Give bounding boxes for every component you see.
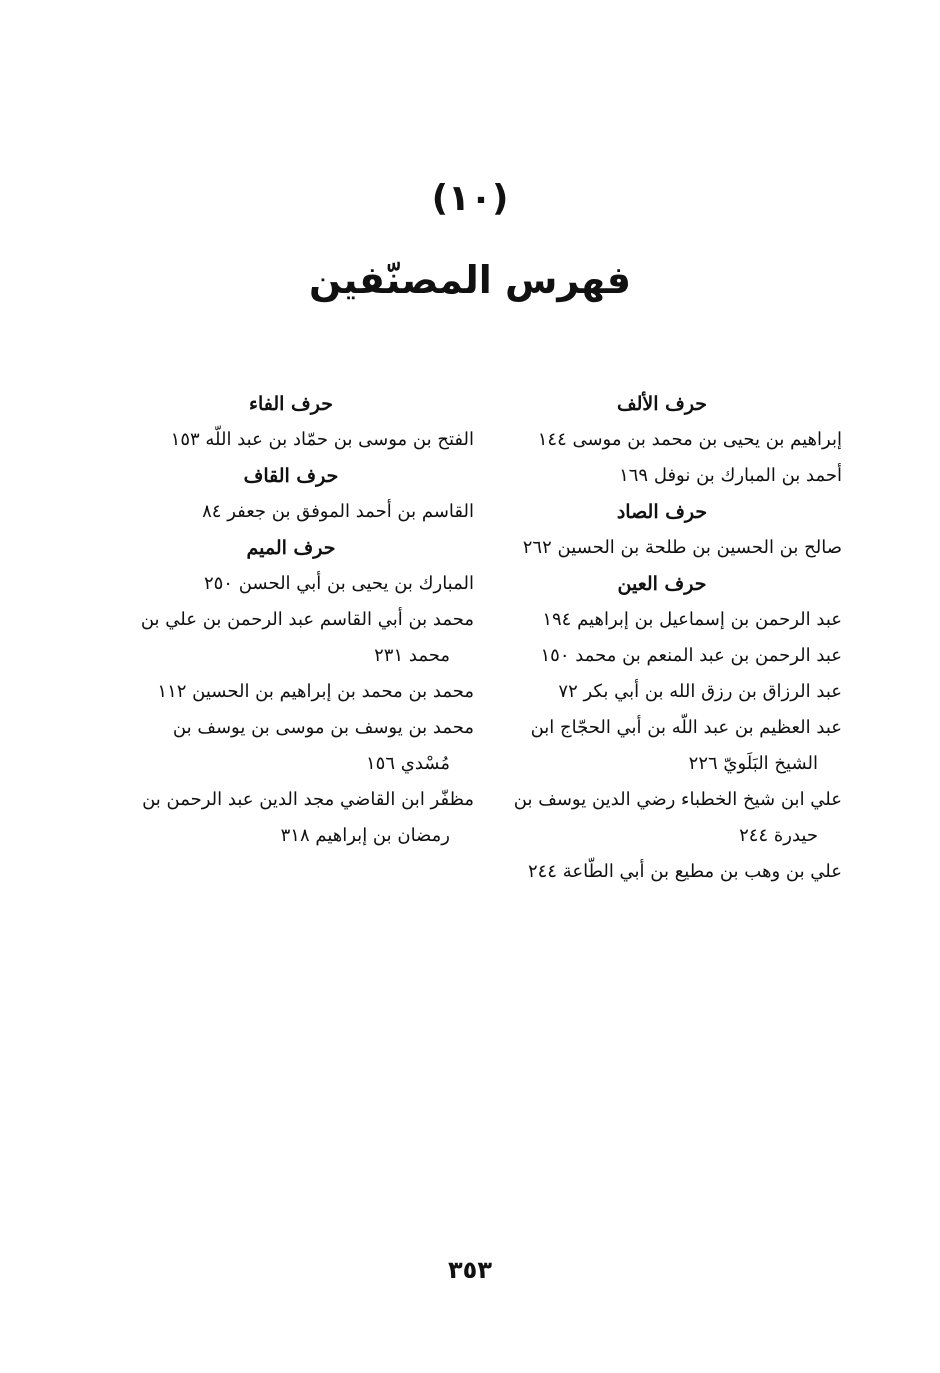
index-entry <box>108 782 474 854</box>
entry-continuation: رمضان بن إبراهيم ٣١٨ <box>280 825 450 846</box>
entry-text: علي ابن شيخ الخطباء رضي الدين يوسف بن <box>513 789 842 810</box>
page-number: ٣٥٣ <box>448 1256 492 1284</box>
index-column-left <box>108 386 474 854</box>
entry-text: محمد بن يوسف بن موسى بن يوسف بن <box>172 717 474 738</box>
entry-text: صالح بن الحسين بن طلحة بن الحسين ٢٦٢ <box>522 537 842 558</box>
entry-text: الفتح بن موسى بن حمّاد بن عبد اللّه ١٥٣ <box>170 429 474 450</box>
section-heading: حرف الصاد <box>616 501 708 523</box>
index-entry <box>108 710 474 782</box>
section-heading: حرف العين <box>617 573 707 595</box>
section-heading: حرف الألف <box>616 393 708 415</box>
index-entry <box>482 854 842 890</box>
entry-continuation: الشيخ البَلَويّ ٢٢٦ <box>688 753 818 774</box>
index-entry <box>482 530 842 566</box>
index-entry <box>482 422 842 458</box>
index-entry <box>482 638 842 674</box>
index-entry <box>482 674 842 710</box>
index-entry <box>482 458 842 494</box>
index-entry <box>108 422 474 458</box>
entry-text: القاسم بن أحمد الموفق بن جعفر ٨٤ <box>202 501 474 522</box>
section-heading: حرف الميم <box>246 537 336 559</box>
entry-text: عبد الرحمن بن عبد المنعم بن محمد ١٥٠ <box>540 645 842 666</box>
entry-text: إبراهيم بن يحيى بن محمد بن موسى ١٤٤ <box>537 429 842 450</box>
entry-text: مظفّر ابن القاضي مجد الدين عبد الرحمن بن <box>142 789 474 810</box>
index-entry <box>108 602 474 674</box>
entry-text: أحمد بن المبارك بن نوفل ١٦٩ <box>619 465 842 486</box>
entry-text: محمد بن أبي القاسم عبد الرحمن بن علي بن <box>140 609 474 630</box>
entry-text: عبد الرزاق بن رزق الله بن أبي بكر ٧٢ <box>558 681 842 702</box>
index-entry <box>108 674 474 710</box>
entry-text: عبد الرحمن بن إسماعيل بن إبراهيم ١٩٤ <box>542 609 842 630</box>
section-heading: حرف الفاء <box>249 393 333 415</box>
entry-continuation: مُسْدي ١٥٦ <box>366 753 450 774</box>
page-title: فهرس المصنّفين <box>308 258 632 302</box>
chapter-number: (١٠) <box>431 178 509 219</box>
index-entry <box>108 566 474 602</box>
entry-continuation: محمد ٢٣١ <box>374 645 450 666</box>
section-heading: حرف القاف <box>243 465 339 487</box>
entry-continuation: حيدرة ٢٤٤ <box>739 825 818 846</box>
entry-text: عبد العظيم بن عبد اللّه بن أبي الحجّاج ابن <box>530 717 842 738</box>
index-column-right <box>482 386 842 890</box>
entry-text: علي بن وهب بن مطيع بن أبي الطّاعة ٢٤٤ <box>527 861 842 882</box>
entry-text: المبارك بن يحيى بن أبي الحسن ٢٥٠ <box>203 573 474 594</box>
index-entry <box>108 494 474 530</box>
index-entry <box>482 782 842 854</box>
index-entry <box>482 602 842 638</box>
index-entry <box>482 710 842 782</box>
entry-text: محمد بن محمد بن إبراهيم بن الحسين ١١٢ <box>157 681 474 702</box>
